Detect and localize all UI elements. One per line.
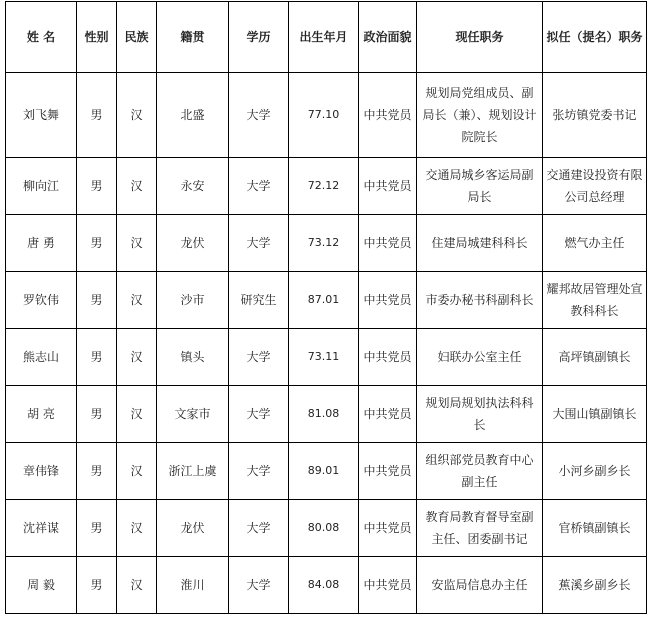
cell-proposed-post: 官桥镇副镇长: [543, 500, 647, 557]
cell-current-post: 住建局城建科科长: [417, 215, 543, 272]
cell-education: 大学: [229, 215, 289, 272]
cell-sex: 男: [77, 158, 117, 215]
cell-proposed-post: 耀邦故居管理处宣教科科长: [543, 272, 647, 329]
cell-name: 刘飞舞: [6, 73, 77, 158]
cell-sex: 男: [77, 272, 117, 329]
cell-current-post: 妇联办公室主任: [417, 329, 543, 386]
cell-education: 大学: [229, 329, 289, 386]
cell-proposed-post: 燃气办主任: [543, 215, 647, 272]
cell-birth: 89.01: [289, 443, 359, 500]
cell-current-post: 组织部党员教育中心副主任: [417, 443, 543, 500]
cell-education: 大学: [229, 73, 289, 158]
cell-current-post: 教育局教育督导室副主任、团委副书记: [417, 500, 543, 557]
cell-name: 章伟锋: [6, 443, 77, 500]
cell-education: 大学: [229, 557, 289, 614]
cell-education: 大学: [229, 386, 289, 443]
cell-proposed-post: 交通建设投资有限公司总经理: [543, 158, 647, 215]
cell-name: 熊志山: [6, 329, 77, 386]
table-row: [6, 73, 647, 158]
cell-party: 中共党员: [359, 215, 417, 272]
cell-name: 柳向江: [6, 158, 77, 215]
table-row: [6, 500, 647, 557]
cell-proposed-post: 小河乡副乡长: [543, 443, 647, 500]
cell-ethnic: 汉: [117, 215, 157, 272]
cell-ethnic: 汉: [117, 557, 157, 614]
cell-birth: 87.01: [289, 272, 359, 329]
cell-origin: 淮川: [157, 557, 229, 614]
cell-name: 罗钦伟: [6, 272, 77, 329]
cadre-appointment-table: [5, 1, 647, 614]
cell-origin: 龙伏: [157, 500, 229, 557]
table-row: [6, 272, 647, 329]
cell-ethnic: 汉: [117, 73, 157, 158]
cell-birth: 73.11: [289, 329, 359, 386]
cell-birth: 84.08: [289, 557, 359, 614]
cell-sex: 男: [77, 73, 117, 158]
cell-party: 中共党员: [359, 557, 417, 614]
cell-birth: 80.08: [289, 500, 359, 557]
cell-origin: 文家市: [157, 386, 229, 443]
header-sex: 性别: [77, 2, 117, 73]
cell-origin: 龙伏: [157, 215, 229, 272]
cell-sex: 男: [77, 557, 117, 614]
cell-origin: 永安: [157, 158, 229, 215]
cell-ethnic: 汉: [117, 272, 157, 329]
table-row: [6, 329, 647, 386]
cell-birth: 73.12: [289, 215, 359, 272]
cell-education: 大学: [229, 158, 289, 215]
cell-current-post: 安监局信息办主任: [417, 557, 543, 614]
table-row: [6, 386, 647, 443]
cell-party: 中共党员: [359, 73, 417, 158]
cell-proposed-post: 张坊镇党委书记: [543, 73, 647, 158]
cell-proposed-post: 高坪镇副镇长: [543, 329, 647, 386]
cell-party: 中共党员: [359, 500, 417, 557]
cell-sex: 男: [77, 386, 117, 443]
cell-ethnic: 汉: [117, 329, 157, 386]
cell-education: 大学: [229, 500, 289, 557]
cell-party: 中共党员: [359, 443, 417, 500]
cell-origin: 北盛: [157, 73, 229, 158]
cell-name: 周 毅: [6, 557, 77, 614]
cell-name: 胡 亮: [6, 386, 77, 443]
cell-origin: 沙市: [157, 272, 229, 329]
cell-ethnic: 汉: [117, 443, 157, 500]
table-row: [6, 443, 647, 500]
cell-proposed-post: 蕉溪乡副乡长: [543, 557, 647, 614]
cell-sex: 男: [77, 215, 117, 272]
cell-ethnic: 汉: [117, 158, 157, 215]
cell-sex: 男: [77, 500, 117, 557]
header-party: 政治面貌: [359, 2, 417, 73]
table-row: [6, 557, 647, 614]
cell-current-post: 市委办秘书科副科长: [417, 272, 543, 329]
table-row: [6, 215, 647, 272]
header-current-post: 现任职务: [417, 2, 543, 73]
cell-party: 中共党员: [359, 386, 417, 443]
header-education: 学历: [229, 2, 289, 73]
cell-name: 唐 勇: [6, 215, 77, 272]
cell-name: 沈祥谋: [6, 500, 77, 557]
cell-origin: 镇头: [157, 329, 229, 386]
header-birth: 出生年月: [289, 2, 359, 73]
header-proposed-post: 拟任（提名）职务: [543, 2, 647, 73]
cell-ethnic: 汉: [117, 386, 157, 443]
cell-birth: 77.10: [289, 73, 359, 158]
cell-education: 大学: [229, 443, 289, 500]
cell-current-post: 交通局城乡客运局副局长: [417, 158, 543, 215]
cell-current-post: 规划局党组成员、副局长（兼）、规划设计院院长: [417, 73, 543, 158]
cell-birth: 72.12: [289, 158, 359, 215]
cell-current-post: 规划局规划执法科科长: [417, 386, 543, 443]
cell-party: 中共党员: [359, 329, 417, 386]
header-ethnic: 民族: [117, 2, 157, 73]
header-origin: 籍贯: [157, 2, 229, 73]
cell-sex: 男: [77, 329, 117, 386]
cell-proposed-post: 大围山镇副镇长: [543, 386, 647, 443]
header-row: [6, 2, 647, 73]
cell-sex: 男: [77, 443, 117, 500]
cell-party: 中共党员: [359, 272, 417, 329]
cell-origin: 浙江上虞: [157, 443, 229, 500]
cell-education: 研究生: [229, 272, 289, 329]
table-row: [6, 158, 647, 215]
cell-ethnic: 汉: [117, 500, 157, 557]
cell-birth: 81.08: [289, 386, 359, 443]
cell-party: 中共党员: [359, 158, 417, 215]
header-name: 姓 名: [6, 2, 77, 73]
